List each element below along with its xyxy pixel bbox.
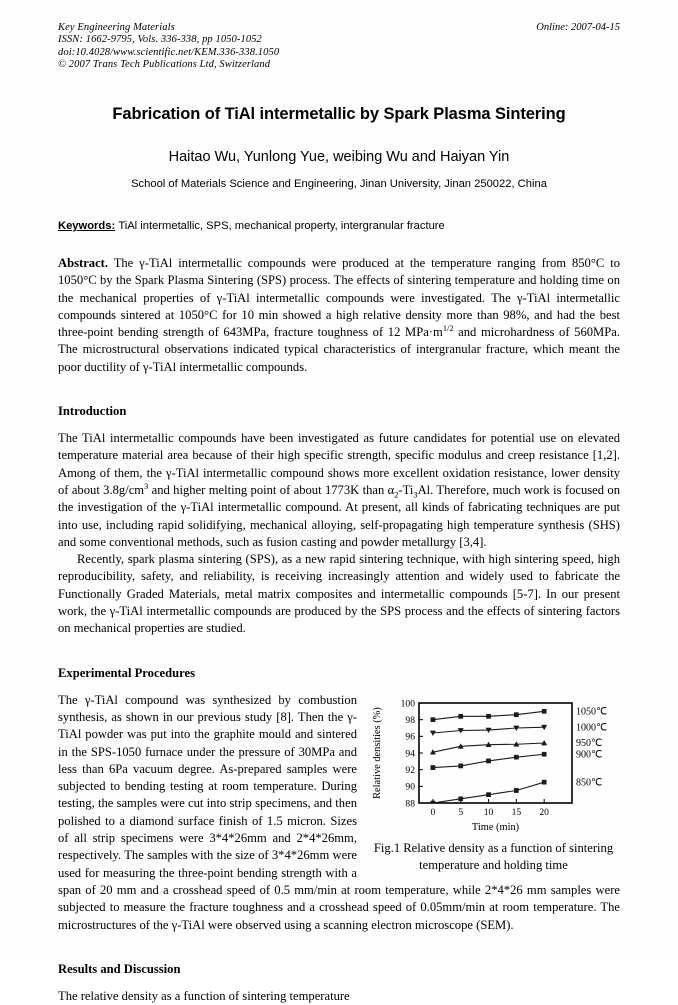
x-tick-label: 10: [483, 806, 494, 818]
data-point-marker: [459, 763, 463, 767]
data-point-marker: [542, 780, 546, 784]
journal-header: [58, 22, 620, 84]
y-tick-label: 100: [400, 698, 415, 710]
intro-p1-text-4: Al. Therefore, much work is focused on the investigation of the γ-TiAl intermetallic compound. At present, all kinds of fabricating techniques are put into use, including rapid solidifying, mechanical alloying, self-propagating high temperature synthesis (SHS) and some conventional methods, such as fusion casting and powder metallurgy [3,4].: [58, 482, 620, 549]
y-tick-label: 98: [405, 714, 415, 726]
data-point-marker: [431, 717, 435, 721]
figure-plot-container: [367, 695, 620, 835]
chart-series: [430, 740, 546, 754]
data-point-marker: [459, 714, 463, 718]
intro-p1-sup: 3: [144, 481, 149, 491]
abstract-superscript: 1/2: [442, 324, 454, 333]
keywords-line: [58, 220, 620, 232]
section-heading-introduction: Introduction: [58, 404, 127, 419]
author-list: Haitao Wu, Yunlong Yue, weibing Wu and Haiyan Yin: [168, 149, 510, 165]
online-date: Online: 2007-04-15: [536, 22, 620, 33]
intro-p1-sub-1: 2: [394, 490, 399, 500]
x-tick-label: 20: [539, 806, 549, 818]
abstract-label: Abstract.: [58, 256, 109, 270]
data-point-marker: [486, 714, 490, 718]
intro-paragraph-2: Recently, spark plasma sintering (SPS), as a new rapid sintering technique, with high sintering speed, high reproducibility, safety, and reliability, is receiving increasingly attention and widely used to fabricate the Functionally Graded Materials, metal matrix composites and intermetallic compounds [5-7]. In our present work, the γ-TiAl intermetallic compounds are produced by the SPS process and the effects of sintering factors on mechanical properties are studied.: [58, 552, 620, 636]
data-point-marker: [542, 752, 546, 756]
results-paragraph-1: The relative density as a function of sintering temperature: [58, 988, 350, 1003]
abstract-text-1: The γ-TiAl intermetallic compounds were produced at the temperature ranging from 850°C to 1050°C by the Spark Plasma Sintering (SPS) process. The effects of sintering temperature and holding time on the mechanical properties of γ-TiAl intermetallic compounds were investigated. The γ-TiAl intermetallic compounds sintered at 1050°C for 10 min showed a high relative density more than 98%, and had the best three-point bending strength of 643MPa, fracture toughness of 12 MPa·m: [58, 256, 620, 340]
x-tick-label: 5: [458, 806, 464, 818]
page-title: Fabrication of TiAl intermetallic by Spark Plasma Sintering: [112, 105, 566, 123]
series-label: 1050℃: [576, 706, 608, 718]
intro-p1-text-1: The TiAl intermetallic compounds have been investigated as future candidates for potential use on elevated temperature material area because of their high specific strength, specific modulus and creep resistance [1,2]. Among of them, the γ-TiAl intermetallic compound shows more excellent oxidation resistance, lower density of about 3.8g/cm: [58, 431, 620, 497]
intro-p1-text-3: -Ti: [398, 482, 414, 497]
abstract-text-2: and microhardness of 560MPa. The microstructural observations indicated typical characteristics of intergranular fracture, which meant the poor ductility of γ-TiAl intermetallic compounds.: [58, 325, 620, 374]
data-point-marker: [514, 755, 518, 759]
relative-density-chart: [367, 695, 620, 835]
keywords-value: TiAl intermetallic, SPS, mechanical property, intergranular fracture: [118, 220, 445, 232]
x-tick-label: 15: [511, 806, 522, 818]
abstract-paragraph: [58, 255, 620, 376]
chart-series: [431, 752, 546, 770]
data-point-marker: [431, 765, 435, 769]
chart-frame: [419, 703, 572, 803]
y-tick-label: 92: [405, 764, 415, 776]
series-label: 900℃: [576, 749, 603, 761]
y-tick-label: 94: [405, 748, 415, 760]
keywords-label: Keywords:: [58, 220, 116, 232]
y-tick-label: 90: [405, 781, 415, 793]
experimental-block: [58, 692, 620, 934]
intro-paragraph-1: [58, 430, 620, 551]
intro-p1-sub-2: 3: [413, 490, 418, 500]
data-point-marker: [486, 792, 490, 796]
y-axis-label: Relative densities (%): [372, 706, 383, 799]
experimental-paragraph-1: The γ-TiAl compound was synthesized by combustion synthesis, as shown in our previous study [8]. Then the γ-TiAl powder was put into the graphite mould and sintered in the SPS-1050 furnace under the pressure of 30MPa and less than 6Pa vacuum degree. As-prepared samples were subjected to bending testing at room temperature. During testing, the samples were cut into strip specimens, and then polished to a diamond surface finish of 1.5 micron. Sizes of all strip specimens were 3*4*26mm and 2*4*26mm, respectively. The samples with the size of 3*4*26mm were used for measuring the three-point bending strength with a span of 20 mm and a crosshead speed of 0.5 mm/min at room temperature, while 2*4*26 mm samples were subjected to measure the fracture toughness and a crosshead speed of 0.05mm/min at room temperature. The microstructures of the γ-TiAl were observed using a scanning electron microscope (SEM).: [58, 692, 620, 932]
x-axis-label: Time (min): [471, 821, 520, 833]
data-point-marker: [514, 788, 518, 792]
section-heading-experimental: Experimental Procedures: [58, 665, 195, 680]
y-tick-label: 88: [405, 798, 415, 810]
figure-1: [367, 695, 620, 875]
journal-copyright-line: © 2007 Trans Tech Publications Ltd, Switzerland: [58, 59, 271, 71]
series-label: 850℃: [576, 777, 603, 789]
chart-series: [430, 725, 546, 736]
data-point-marker: [514, 712, 518, 716]
figure-caption: Fig.1 Relative density as a function of sintering temperature and holding time: [373, 840, 614, 872]
y-tick-label: 96: [405, 731, 415, 743]
data-point-marker: [431, 801, 435, 805]
series-label: 1000℃: [576, 722, 608, 734]
data-point-marker: [459, 796, 463, 800]
data-point-marker: [542, 709, 546, 713]
journal-issn-line: ISSN: 1662-9795, Vols. 336-338, pp 1050-1052: [58, 34, 262, 46]
intro-p1-text-2: and higher melting point of about 1773K than α: [148, 482, 395, 497]
section-heading-results: Results and Discussion: [58, 961, 181, 976]
affiliation: School of Materials Science and Engineering, Jinan University, Jinan 250022, China: [131, 178, 547, 190]
data-point-marker: [486, 758, 490, 762]
chart-series: [431, 709, 546, 722]
journal-name: Key Engineering Materials: [58, 22, 175, 33]
series-label: 950℃: [576, 737, 603, 749]
journal-doi-line: doi:10.4028/www.scientific.net/KEM.336-338.1050: [58, 46, 280, 58]
x-tick-label: 0: [430, 806, 436, 818]
